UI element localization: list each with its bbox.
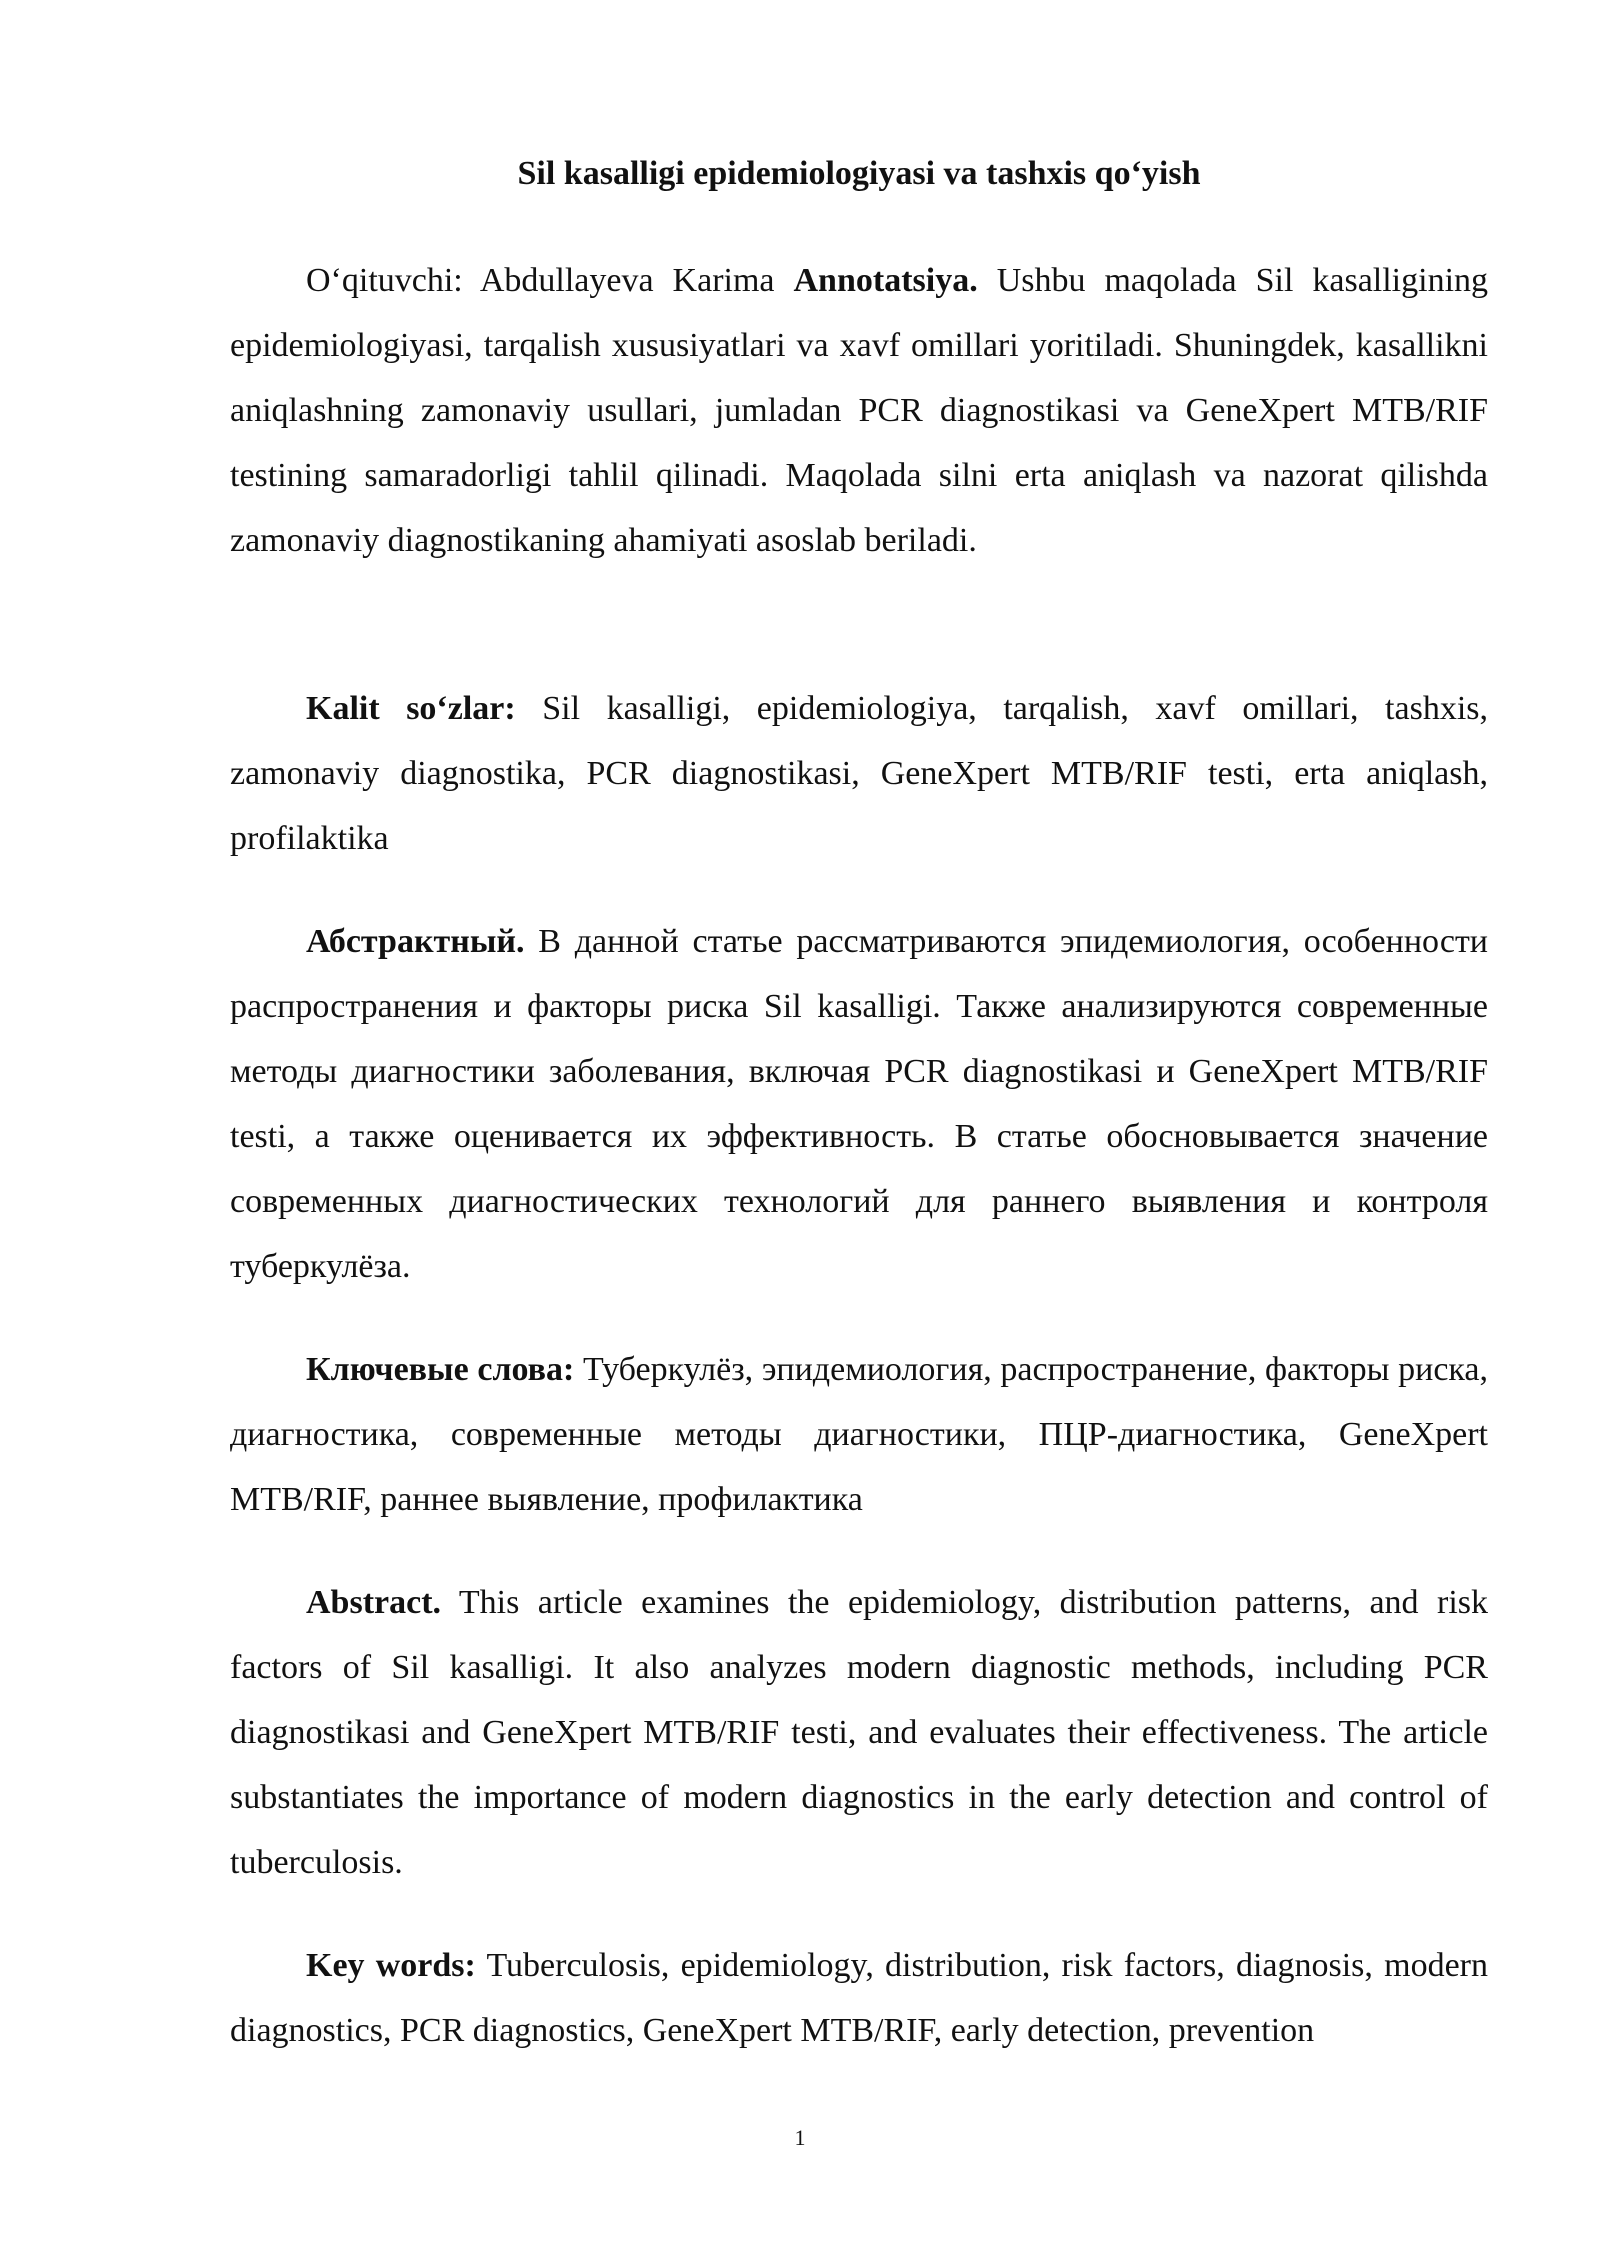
abstract-en-label: Abstract. [306,1584,442,1621]
abstract-en-text: This article examines the epidemiology, distribution patterns, and risk factors of Sil kasalligi. It also analyzes modern diagnostic methods, including PCR diagnostikasi and GeneXpert MTB/RIF testi, and evaluates their effectiveness. The article substantiates the importance of modern diagnostics in the early detection and control of tuberculosis. [230,1584,1489,1881]
keywords-uz-text: Sil kasalligi, epidemiologiya, tarqalish, xavf omillari, tashxis, zamonaviy diagnostika, PCR diagnostikasi, GeneXpert MTB/RIF testi, erta aniqlash, profilaktika [230,690,1488,857]
abstract-en-paragraph [230,1570,1488,1895]
document-title: Sil kasalligi epidemiologiyasi va tashxis qo‘yish [517,155,1201,192]
keywords-ru-paragraph [230,1337,1488,1532]
abstract-ru-label: Абстрактный. [306,923,525,960]
annotation-text: Ushbu maqolada Sil kasalligining epidemiologiyasi, tarqalish xususiyatlari va xavf omillari yoritiladi. Shuningdek, kasallikni aniqlashning zamonaviy usullari, jumladan PCR diagnostikasi va GeneXpert MTB/RIF testining samaradorligi tahlil qilinadi. Maqolada silni erta aniqlash va nazorat qilishda zamonaviy diagnostikaning ahamiyati asoslab beriladi. [230,262,1489,559]
abstract-ru-paragraph [230,909,1488,1299]
abstract-ru-text: В данной статье рассматриваются эпидемиология, особенности распространения и факторы риска Sil kasalligi. Также анализируются современные методы диагностики заболевания, включая PCR diagnostikasi и GeneXpert MTB/RIF testi, а также оценивается их эффективность. В статье обосновывается значение современных диагностических технологий для раннего выявления и контроля туберкулёза. [230,923,1489,1285]
keywords-ru-label: Ключевые слова: [306,1351,575,1388]
annotation-paragraph [230,248,1488,573]
page-number: 1 [794,2125,806,2150]
annotation-label: Annotatsiya. [793,262,978,299]
author-line: O‘qituvchi: Abdullayeva Karima [306,262,775,299]
keywords-uz-label: Kalit so‘zlar: [306,690,516,727]
keywords-en-label: Key words: [306,1947,476,1984]
keywords-en-paragraph [230,1933,1488,2063]
keywords-en-text: Tuberculosis, epidemiology, distribution, risk factors, diagnosis, modern diagnostics, PCR diagnostics, GeneXpert MTB/RIF, early detection, prevention [230,1947,1488,2049]
keywords-ru-text: Туберкулёз, эпидемиология, распространение, факторы риска, диагностика, современные методы диагностики, ПЦР-диагностика, GeneXpert MTB/RIF, раннее выявление, профилактика [230,1351,1488,1518]
keywords-uz-paragraph [230,676,1488,871]
